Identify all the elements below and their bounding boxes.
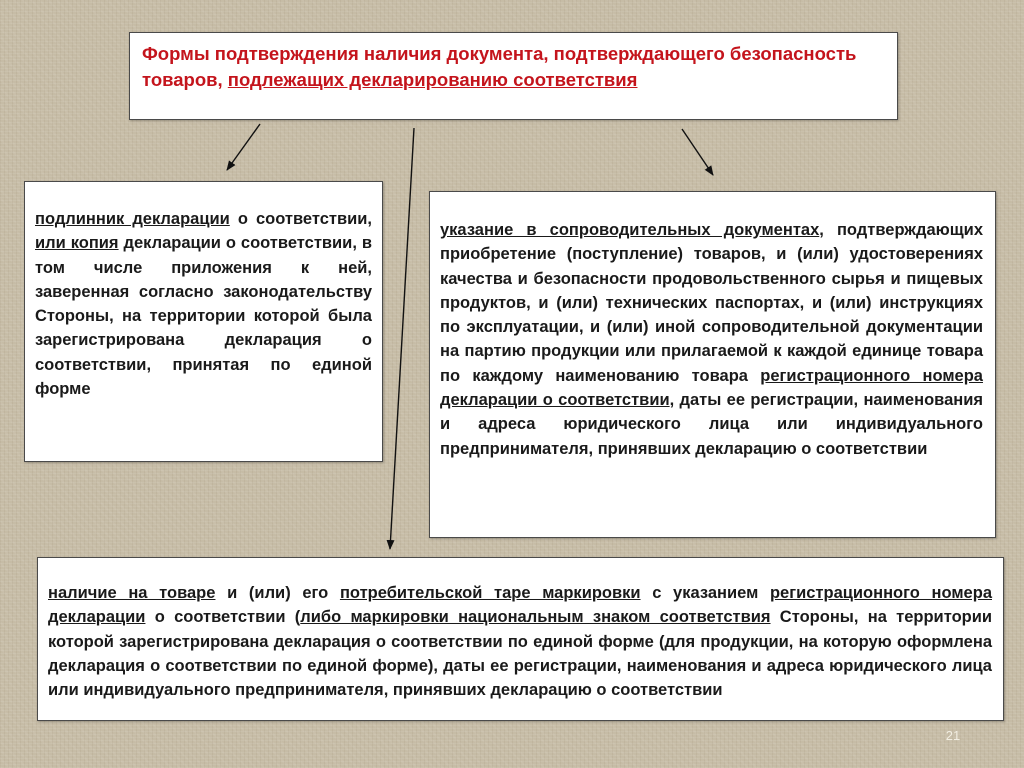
left-box [24,181,383,462]
bottom-box-text [48,581,992,702]
left-seg3: или копия [35,234,119,253]
bottom-seg5: регистрационного номера декларации [48,584,992,627]
right-seg1: указание в сопроводительных документах [440,221,820,239]
right-box-text [440,218,983,461]
right-box [429,191,996,538]
bottom-seg8: Стороны, на территории которой зарегистрирована декларация о соответствии по единой форме (для продукции, на которую оформлена декларация о соответствии по единой форме), даты ее регистрации, наименования и адреса юридического лица или индивидуального предпринимателя, принявших декларацию о соответствии [48,608,993,700]
arrow-to-right-box [682,129,713,175]
bottom-seg1: наличие на товаре [48,584,216,602]
left-seg2: о соответствии, [229,210,373,228]
bottom-seg7: либо маркировки национальным знаком соответствия [300,608,771,627]
left-seg1: подлинник декларации [35,210,230,228]
bottom-seg3: потребительской таре маркировки [339,584,641,602]
title-underlined-text: подлежащих декларированию соответствия [227,69,638,90]
title-text: Формы подтверждения наличия документа, подтверждающего безопасность товаров, [142,43,857,90]
arrow-to-bottom-box [390,128,414,549]
bottom-seg4: с указанием [640,584,770,602]
page-number: 21 [945,728,961,743]
arrow-to-left-box [227,124,260,170]
right-seg4: , даты ее регистрации, наименования и адреса юридического лица или индивидуального предпринимателя, принявших декларацию о соответствии [440,391,983,458]
right-seg3: регистрационного номера декларации о соответствии [440,366,983,410]
bottom-box [37,557,1004,721]
left-seg4: декларации о соответствии, в том числе приложения к ней, заверенная согласно законодательству Стороны, на территории которой была зарегистрирована декларация о соответствии, принятая по единой форме [35,234,372,399]
left-box-text [35,207,372,401]
right-seg2: , подтверждающих приобретение (поступление) товаров, и (или) удостоверениях качества и безопасности продовольственного сырья и пищевых продуктов, и (или) технических паспортах, и (или) инструкциях по эксплуатации, и (или) иной сопроводительной документации на партию продукции или прилагаемой к каждой единице товара по каждому наименованию товара [440,221,983,385]
bottom-seg6: о соответствии ( [145,608,301,627]
bottom-seg2: и (или) его [215,584,340,602]
